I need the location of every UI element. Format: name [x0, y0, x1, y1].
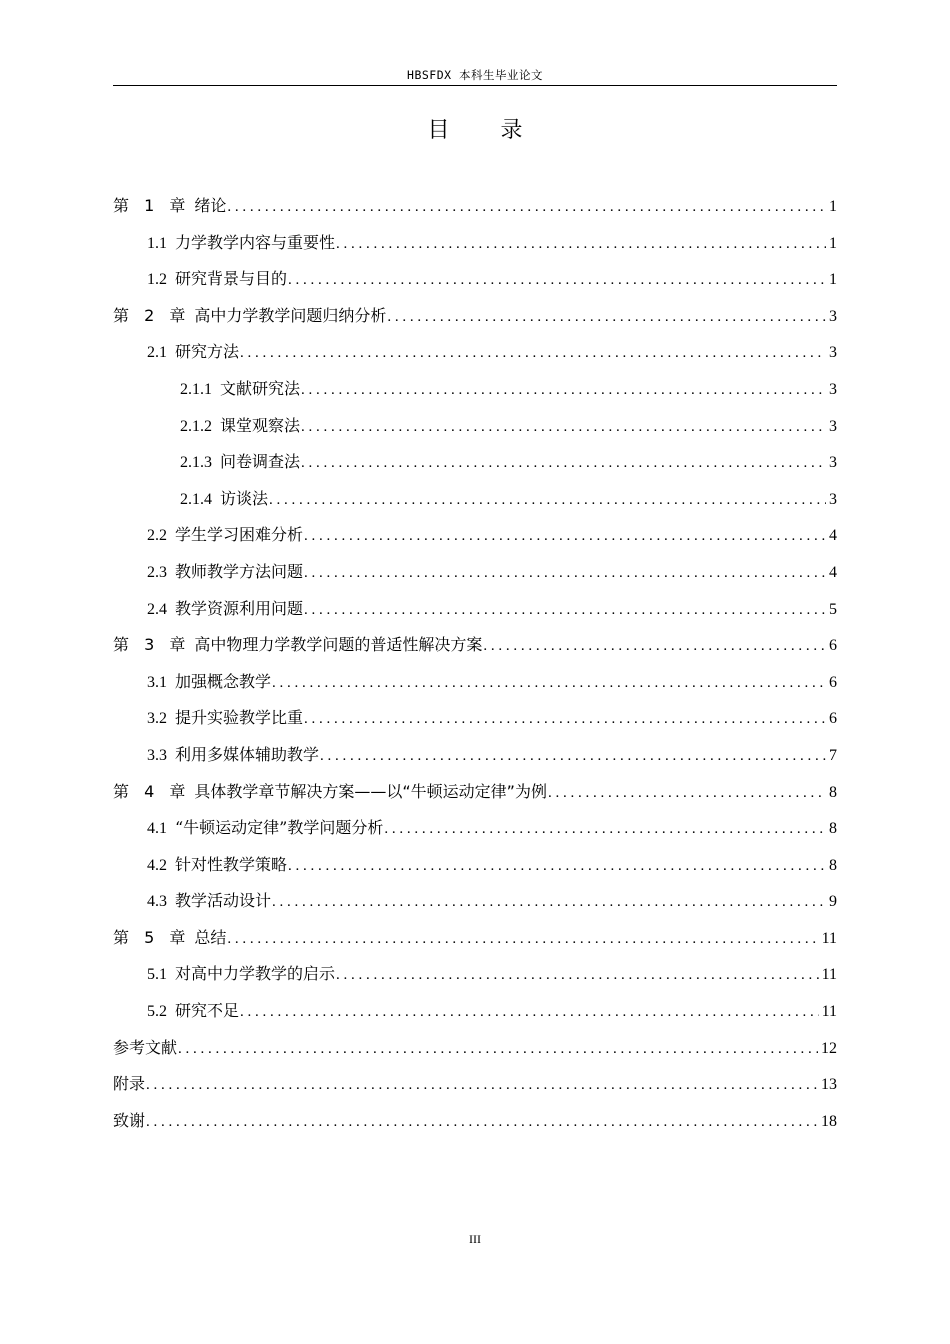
toc-entry-page: 1 — [829, 198, 837, 215]
toc-entry[interactable] — [113, 737, 837, 774]
toc-entry-title: 具体教学章节解决方案——以“牛顿运动定律”为例 — [194, 781, 547, 801]
toc-dot-leader — [483, 628, 826, 665]
toc-entry[interactable] — [113, 810, 837, 847]
toc-entry-title: 高中力学教学问题归纳分析 — [194, 305, 387, 325]
toc-entry-page: 3 — [829, 344, 837, 362]
toc-entry-title: 教学资源利用问题 — [175, 598, 304, 618]
toc-entry-title: 绪论 — [194, 196, 227, 215]
toc-entry-number: 5.1 — [147, 966, 167, 984]
toc-entry-number: 3.1 — [147, 673, 167, 691]
toc-dot-leader — [240, 335, 826, 372]
toc-entry[interactable] — [113, 225, 837, 262]
toc-entry-number: 2.1.3 — [180, 454, 212, 472]
toc-entry-page: 18 — [821, 1112, 837, 1130]
toc-entry-page: 8 — [829, 783, 837, 801]
toc-entry-title: 力学教学内容与重要性 — [175, 232, 336, 252]
toc-entry-title: 针对性教学策略 — [175, 854, 288, 874]
toc-entry-page: 6 — [829, 637, 837, 655]
toc-title: 目 录 — [427, 118, 545, 143]
toc-entry-page: 8 — [829, 856, 837, 874]
toc-entry-page: 3 — [829, 417, 837, 435]
toc-dot-leader — [548, 775, 826, 812]
toc-entry-number: 5.2 — [147, 1003, 167, 1021]
toc-entry[interactable] — [113, 371, 837, 408]
toc-entry-title: 高中物理力学教学问题的普适性解决方案 — [194, 635, 483, 655]
toc-dot-leader — [269, 482, 826, 519]
toc-entry[interactable] — [113, 1066, 837, 1103]
toc-dot-leader — [301, 372, 826, 409]
toc-entry-title: 利用多媒体辅助教学 — [175, 744, 320, 764]
toc-entry[interactable] — [113, 774, 837, 811]
page-number: III — [469, 1232, 481, 1246]
toc-entry-number: 1.1 — [147, 234, 167, 252]
toc-dot-leader — [227, 189, 826, 226]
toc-entry-number: 2.3 — [147, 563, 167, 581]
toc-dot-leader — [336, 226, 826, 263]
toc-entry-number: 2.1.1 — [180, 380, 212, 398]
header-rule — [113, 85, 837, 86]
toc-dot-leader — [272, 665, 826, 702]
toc-entry-title: 文献研究法 — [220, 378, 301, 398]
toc-entry-title: 加强概念教学 — [175, 671, 272, 691]
toc-entry[interactable] — [113, 1030, 837, 1067]
toc-dot-leader — [320, 738, 826, 775]
toc-entry-number: 第 1 章 — [113, 196, 191, 215]
toc-dot-leader — [304, 555, 826, 592]
toc-entry[interactable] — [113, 591, 837, 628]
toc-entry[interactable] — [113, 920, 837, 957]
toc-entry-title: 对高中力学教学的启示 — [175, 964, 336, 984]
toc-entry-number: 2.1.2 — [180, 417, 212, 435]
toc-dot-leader — [227, 921, 818, 958]
toc-entry-page: 5 — [829, 600, 837, 618]
toc-dot-leader — [304, 701, 826, 738]
toc-entry-number: 4.3 — [147, 893, 167, 911]
toc-entry-page: 3 — [829, 380, 837, 398]
toc-entry-number: 2.2 — [147, 527, 167, 545]
toc-entry-title: 教师教学方法问题 — [175, 561, 304, 581]
toc-entry-title: 学生学习困难分析 — [175, 525, 304, 545]
toc-entry-page: 6 — [829, 710, 837, 728]
toc-entry-page: 8 — [829, 820, 837, 838]
toc-entry[interactable] — [113, 298, 837, 335]
toc-entry[interactable] — [113, 481, 837, 518]
toc-dot-leader — [288, 848, 826, 885]
toc-entry[interactable] — [113, 664, 837, 701]
toc-dot-leader — [146, 1067, 818, 1104]
toc-entry-title: 提升实验教学比重 — [175, 708, 304, 728]
toc-dot-leader — [387, 299, 826, 336]
toc-entry-number: 2.1.4 — [180, 490, 212, 508]
toc-entry-title: 附录 — [113, 1074, 146, 1094]
toc-entry-page: 3 — [829, 307, 837, 325]
toc-entry-page: 9 — [829, 893, 837, 911]
toc-entry-page: 6 — [829, 673, 837, 691]
toc-entry-number: 第 2 章 — [113, 305, 191, 325]
toc-entry-page: 7 — [829, 746, 837, 764]
toc-dot-leader — [240, 994, 819, 1031]
toc-entry-number: 2.4 — [147, 600, 167, 618]
toc-entry-title: 课堂观察法 — [220, 415, 301, 435]
toc-entry[interactable] — [113, 261, 837, 298]
toc-entry-page: 12 — [821, 1039, 837, 1057]
running-header: HBSFDX 本科生毕业论文 — [407, 68, 543, 82]
toc-entry[interactable] — [113, 627, 837, 664]
toc-entry-number: 4.2 — [147, 856, 167, 874]
toc-entry-page: 4 — [829, 527, 837, 545]
toc-entry-title: “牛顿运动定律”教学问题分析 — [175, 818, 384, 838]
toc-dot-leader — [336, 957, 819, 994]
toc-entry-title: 研究不足 — [175, 1001, 240, 1021]
toc-entry-number: 第 3 章 — [113, 635, 191, 655]
toc-entry-title: 问卷调查法 — [220, 452, 301, 472]
toc-entry[interactable] — [113, 444, 837, 481]
toc-dot-leader — [178, 1031, 818, 1068]
toc-entry-number: 3.3 — [147, 746, 167, 764]
toc-entry-number: 1.2 — [147, 271, 167, 289]
toc-entry-page: 11 — [821, 966, 837, 984]
toc-entry-page: 1 — [829, 234, 837, 252]
toc-entry-number: 4.1 — [147, 820, 167, 838]
toc-entry-number: 3.2 — [147, 710, 167, 728]
toc-entry-title: 总结 — [194, 927, 227, 947]
toc-entry-page: 3 — [829, 454, 837, 472]
toc-dot-leader — [301, 409, 826, 446]
toc-dot-leader — [301, 445, 826, 482]
toc-entry-title: 研究方法 — [175, 342, 240, 362]
toc-entry-page: 11 — [821, 1003, 837, 1021]
toc-entry-page: 4 — [829, 563, 837, 581]
toc-entry-page: 3 — [829, 490, 837, 508]
toc-dot-leader — [146, 1104, 818, 1141]
toc-entry-title: 致谢 — [113, 1110, 146, 1130]
toc-dot-leader — [288, 262, 826, 299]
toc-dot-leader — [304, 518, 826, 555]
toc-entry[interactable] — [113, 334, 837, 371]
toc-entry[interactable] — [113, 408, 837, 445]
toc-entry-number: 2.1 — [147, 344, 167, 362]
toc-entry-title: 参考文献 — [113, 1037, 178, 1057]
toc-entry[interactable] — [113, 1103, 837, 1140]
toc-entry-title: 访谈法 — [220, 488, 269, 508]
toc-entry-page: 13 — [821, 1076, 837, 1094]
toc-entry-number: 第 5 章 — [113, 927, 191, 947]
toc-entry[interactable] — [113, 700, 837, 737]
toc-entry[interactable] — [113, 883, 837, 920]
toc-entry[interactable] — [113, 554, 837, 591]
table-of-contents — [113, 188, 837, 1139]
toc-entry[interactable] — [113, 188, 837, 225]
toc-dot-leader — [304, 592, 826, 629]
toc-entry-title: 研究背景与目的 — [175, 269, 288, 289]
toc-entry-page: 11 — [821, 929, 837, 947]
toc-entry-page: 1 — [829, 271, 837, 289]
toc-entry-title: 教学活动设计 — [175, 891, 272, 911]
toc-entry-number: 第 4 章 — [113, 781, 191, 801]
toc-entry[interactable] — [113, 847, 837, 884]
toc-entry[interactable] — [113, 517, 837, 554]
toc-dot-leader — [272, 884, 826, 921]
toc-entry[interactable] — [113, 956, 837, 993]
toc-dot-leader — [384, 811, 826, 848]
toc-entry[interactable] — [113, 993, 837, 1030]
